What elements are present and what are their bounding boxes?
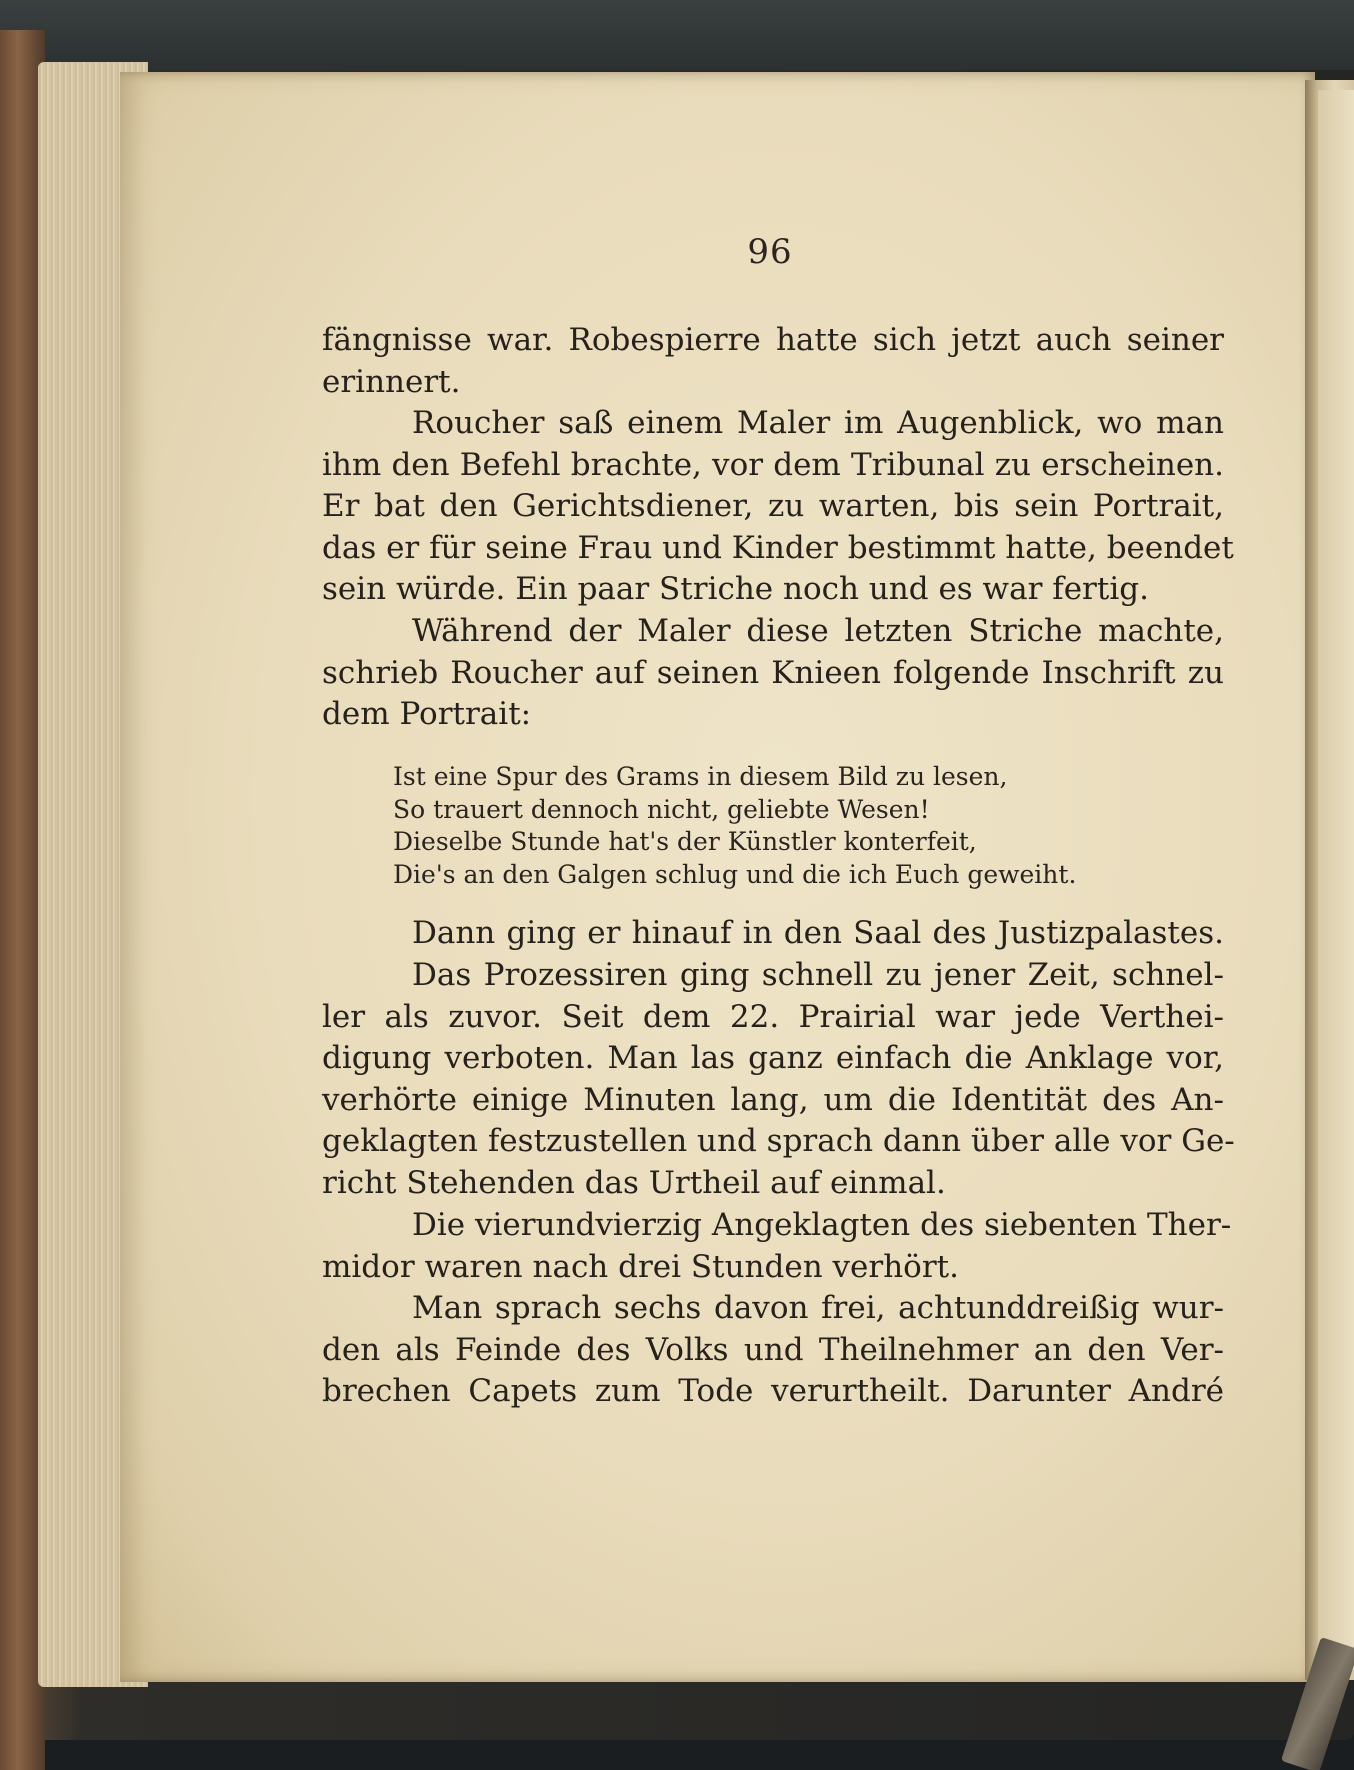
text-line: den als Feinde des Volks und Theilnehmer an den Ver- [322,1331,1224,1368]
text-line: brechen Capets zum Tode verurtheilt. Darunter André [322,1373,1224,1410]
paragraph-5 [322,955,1235,1205]
text-line: fängnisse war. Robespierre hatte sich jetzt auch seiner [322,322,1224,358]
text-line: geklagten festzustellen und sprach dann über alle vor Ge- [322,1123,1235,1160]
text-line: Man sprach sechs davon frei, achtunddreißig wur- [412,1290,1224,1326]
poem-line: Die's an den Galgen schlug und die ich Euch geweiht. [393,859,1077,889]
poem-line: So trauert dennoch nicht, geliebte Wesen! [393,794,930,824]
text-line: verhörte einige Minuten lang, um die Identität des An- [322,1081,1224,1118]
paragraph-2 [322,403,1234,611]
text-line: Roucher saß einem Maler im Augenblick, wo man [412,405,1224,441]
paragraph-1 [322,320,1224,403]
text-line: digung verboten. Man las ganz einfach die Anklage vor, [322,1040,1224,1077]
inscription-poem [393,761,1193,891]
text-line: Dann ging er hinauf in den Saal des Justizpalastes. [412,915,1224,951]
paragraph-7 [322,1288,1224,1413]
text-line: richt Stehenden das Urtheil auf einmal. [322,1164,946,1201]
text-line: das er für seine Frau und Kinder bestimmt hatte, beendet [322,529,1234,566]
page-number: 96 [747,232,793,272]
text-line: ihm den Befehl brachte, vor dem Tribunal zu erscheinen. [322,446,1224,483]
poem-line: Ist eine Spur des Grams in diesem Bild zu lesen, [393,762,1008,791]
text-line: schrieb Roucher auf seinen Knieen folgende Inschrift zu [322,654,1224,691]
facing-page-edge [1318,90,1354,1670]
poem-line: Dieselbe Stunde hat's der Künstler konterfeit, [393,827,977,857]
text-line: Er bat den Gerichtsdiener, zu warten, bis sein Portrait, [322,488,1224,525]
book-cover-top [0,0,1354,70]
text-line: ler als zuvor. Seit dem 22. Prairial war jede Verthei- [322,998,1224,1035]
text-line: Während der Maler diese letzten Striche machte, [412,613,1224,649]
text-line: Die vierundvierzig Angeklagten des siebenten Ther- [412,1207,1232,1243]
text-line: dem Portrait: [322,696,532,733]
paragraph-6 [322,1205,1232,1288]
text-line: erinnert. [322,363,461,400]
paragraph-4 [322,913,1224,955]
text-line: sein würde. Ein paar Striche noch und es war fertig. [322,571,1149,608]
text-line: midor waren nach drei Stunden verhört. [322,1248,959,1285]
paragraph-3 [322,611,1224,736]
text-line: Das Prozessiren ging schnell zu jener Zeit, schnel- [412,957,1224,993]
